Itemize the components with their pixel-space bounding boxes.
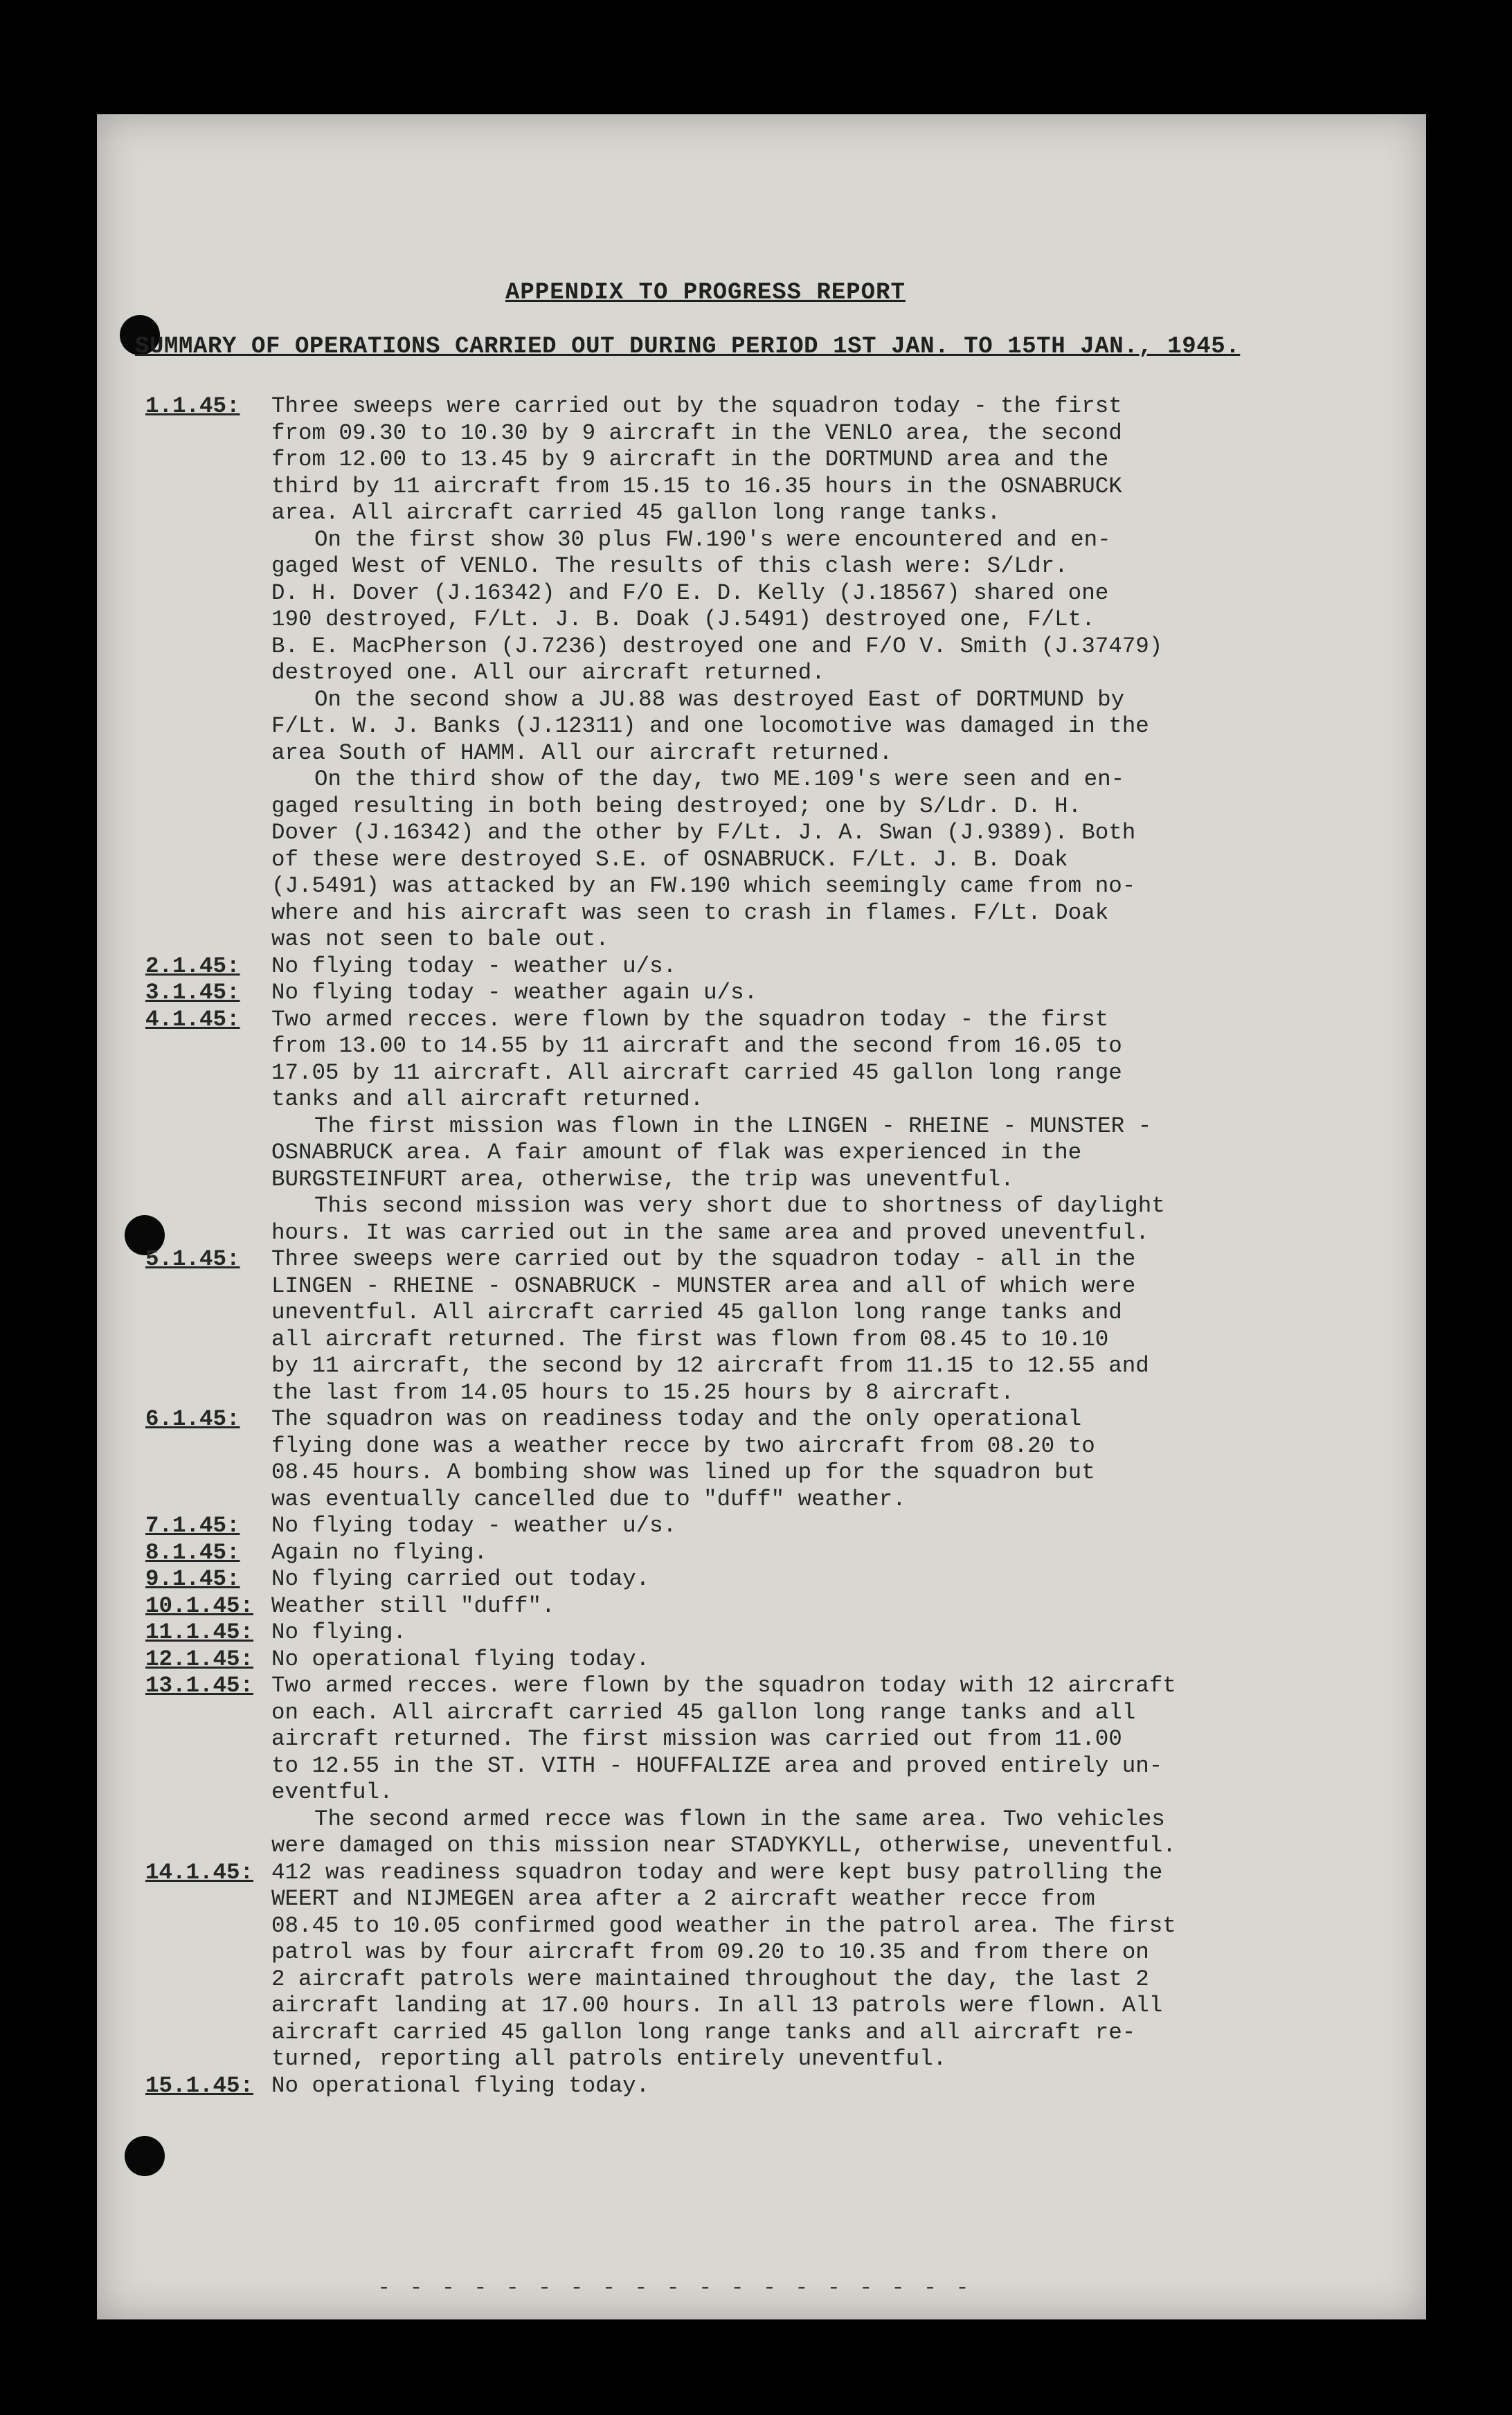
log-entry: [145, 1860, 1405, 2073]
entry-paragraph: On the second show a JU.88 was destroyed East of DORTMUND by F/Lt. W. J. Banks (J.12311) and one locomotive was damaged in the area South of HAMM. All our aircraft returned.: [271, 686, 1149, 766]
document-subtitle: SUMMARY OF OPERATIONS CARRIED OUT DURING PERIOD 1ST JAN. TO 15TH JAN., 1945.: [135, 334, 1241, 360]
log-entry: [145, 393, 1405, 953]
entry-paragraph: The second armed recce was flown in the same area. Two vehicles were damaged on this mission near STADYKYLL, otherwise, uneventful.: [271, 1806, 1176, 1858]
entry-date: 14.1.45:: [145, 1859, 254, 1885]
entry-paragraph: No operational flying today.: [271, 1646, 650, 1672]
entry-body: [271, 1860, 1405, 2073]
entry-date: 9.1.45:: [145, 1566, 240, 1592]
entry-body: [271, 1513, 1405, 1540]
log-entry: [145, 980, 1405, 1007]
entry-paragraph: 412 was readiness squadron today and were kept busy patrolling the WEERT and NIJMEGEN area after a 2 aircraft weather recce from 08.45 to 10.05 confirmed good weather in the patrol area. The first patrol was by four aircraft from 09.20 to 10.35 and from there on 2 aircraft patrols were maintained throughout the day, the last 2 aircraft landing at 17.00 hours. In all 13 patrols were flown. All aircraft carried 45 gallon long range tanks and all aircraft re- turned, reporting all patrols entirely uneventful.: [271, 1859, 1176, 2072]
entry-body: [271, 1540, 1405, 1567]
entry-body: [271, 1673, 1405, 1860]
punch-hole: [125, 2136, 165, 2176]
entry-paragraph: No flying today - weather again u/s.: [271, 980, 758, 1005]
log-entry: [145, 2073, 1405, 2100]
log-entry: [145, 953, 1405, 980]
log-entry: [145, 1007, 1405, 1247]
entry-date: 2.1.45:: [145, 953, 240, 979]
log-entry: [145, 1406, 1405, 1513]
entry-paragraph: On the first show 30 plus FW.190's were encountered and en- gaged West of VENLO. The results of this clash were: S/Ldr. D. H. Dover (J.16342) and F/O E. D. Kelly (J.18567) shared one 190 destroyed, F/Lt. J. B. Doak (J.5491) destroyed one, F/Lt. B. E. MacPherson (J.7236) destroyed one and F/O V. Smith (J.37479) destroyed one. All our aircraft returned.: [271, 526, 1163, 685]
entry-paragraph: Two armed recces. were flown by the squadron today - the first from 13.00 to 14.55 by 11 aircraft and the second from 16.05 to 17.05 by 11 aircraft. All aircraft carried 45 gallon long range tanks and all aircraft returned.: [271, 1006, 1122, 1112]
entry-date: 15.1.45:: [145, 2072, 254, 2099]
entry-body: [271, 1619, 1405, 1646]
entry-date: 7.1.45:: [145, 1513, 240, 1538]
entry-paragraph: No operational flying today.: [271, 2072, 650, 2099]
operations-log: [145, 393, 1405, 2099]
entry-paragraph: No flying.: [271, 1619, 407, 1645]
entry-body: [271, 1593, 1405, 1620]
entry-body: [271, 393, 1405, 953]
entry-paragraph: On the third show of the day, two ME.109's were seen and en- gaged resulting in both being destroyed; one by S/Ldr. D. H. Dover (J.16342) and the other by F/Lt. J. A. Swan (J.9389). Both of these were destroyed S.E. of OSNABRUCK. F/Lt. J. B. Doak (J.5491) was attacked by an FW.190 which seemingly came from no- where and his aircraft was seen to crash in flames. F/Lt. Doak was not seen to bale out.: [271, 766, 1136, 952]
document-title: APPENDIX TO PROGRESS REPORT: [505, 280, 906, 306]
entry-paragraph: No flying today - weather u/s.: [271, 1513, 677, 1538]
entry-date: 6.1.45:: [145, 1406, 240, 1432]
entry-date: 10.1.45:: [145, 1592, 254, 1619]
entry-body: [271, 1566, 1405, 1593]
entry-date: 11.1.45:: [145, 1619, 254, 1645]
log-entry: [145, 1673, 1405, 1860]
log-entry: [145, 1246, 1405, 1406]
entry-body: [271, 1646, 1405, 1673]
entry-body: [271, 953, 1405, 980]
entry-body: [271, 1406, 1405, 1513]
entry-paragraph: Two armed recces. were flown by the squadron today with 12 aircraft on each. All aircraft carried 45 gallon long range tanks and all aircraft returned. The first mission was carried out from 11.00 to 12.55 in the ST. VITH - HOUFFALIZE area and proved entirely un- eventful.: [271, 1673, 1176, 1805]
entry-body: [271, 1007, 1405, 1247]
log-entry: [145, 1646, 1405, 1673]
entry-body: [271, 1246, 1405, 1406]
log-entry: [145, 1566, 1405, 1593]
entry-body: [271, 980, 1405, 1007]
entry-paragraph: No flying carried out today.: [271, 1566, 650, 1592]
log-entry: [145, 1593, 1405, 1620]
end-rule: - - - - - - - - - - - - - - - - - - -: [377, 2275, 972, 2301]
entry-body: [271, 2073, 1405, 2100]
entry-paragraph: The first mission was flown in the LINGEN - RHEINE - MUNSTER - OSNABRUCK area. A fair amount of flak was experienced in the BURGSTEINFURT area, otherwise, the trip was uneventful.: [271, 1113, 1152, 1192]
entry-date: 12.1.45:: [145, 1646, 254, 1672]
entry-date: 13.1.45:: [145, 1673, 254, 1698]
log-entry: [145, 1513, 1405, 1540]
entry-date: 3.1.45:: [145, 980, 240, 1005]
entry-date: 5.1.45:: [145, 1246, 240, 1272]
log-entry: [145, 1619, 1405, 1646]
entry-date: 1.1.45:: [145, 393, 240, 419]
entry-paragraph: The squadron was on readiness today and the only operational flying done was a weather recce by two aircraft from 08.20 to 08.45 hours. A bombing show was lined up for the squadron but was eventually cancelled due to "duff" weather.: [271, 1406, 1095, 1512]
entry-paragraph: No flying today - weather u/s.: [271, 953, 677, 979]
entry-paragraph: Weather still "duff".: [271, 1592, 555, 1619]
entry-paragraph: Again no flying.: [271, 1539, 488, 1565]
log-entry: [145, 1540, 1405, 1567]
entry-date: 8.1.45:: [145, 1539, 240, 1565]
entry-paragraph: This second mission was very short due to shortness of daylight hours. It was carried out in the same area and proved uneventful.: [271, 1193, 1165, 1246]
entry-date: 4.1.45:: [145, 1006, 240, 1032]
entry-paragraph: Three sweeps were carried out by the squadron today - all in the LINGEN - RHEINE - OSNABRUCK - MUNSTER area and all of which were uneventful. All aircraft carried 45 gallon long range tanks and all aircraft returned. The first was flown from 08.45 to 10.10 by 11 aircraft, the second by 12 aircraft from 11.15 to 12.55 and the last from 14.05 hours to 15.25 hours by 8 aircraft.: [271, 1246, 1149, 1406]
entry-paragraph: Three sweeps were carried out by the squadron today - the first from 09.30 to 10.30 by 9 aircraft in the VENLO area, the second from 12.00 to 13.45 by 9 aircraft in the DORTMUND area and the third by 11 aircraft from 15.15 to 16.35 hours in the OSNABRUCK area. All aircraft carried 45 gallon long range tanks.: [271, 393, 1122, 526]
